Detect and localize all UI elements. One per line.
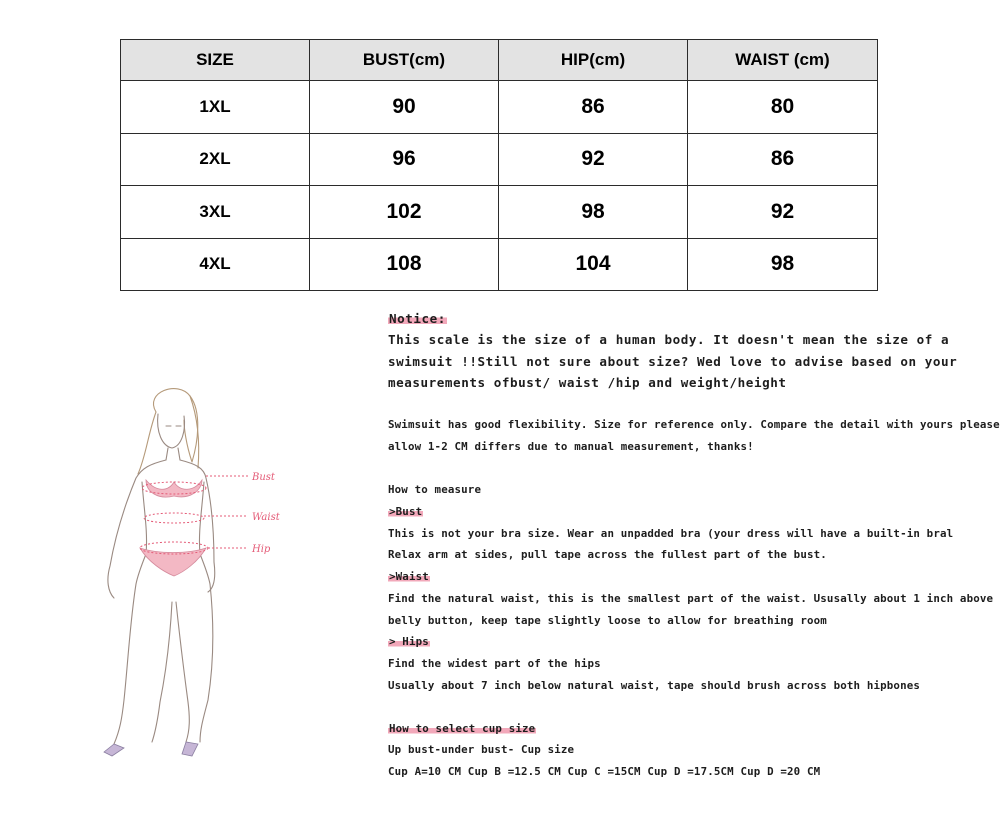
measurement-figure-illustration [86, 382, 296, 772]
hip-cell: 104 [499, 238, 688, 291]
header-size: SIZE [121, 40, 310, 81]
bust-cell: 108 [310, 238, 499, 291]
waist-cell: 92 [688, 186, 878, 239]
bust-line: Relax arm at sides, pull tape across the fullest part of the bust. [388, 548, 827, 561]
flexibility-line: allow 1-2 CM differs due to manual measurement, thanks! [388, 440, 754, 453]
waist-cell: 98 [688, 238, 878, 291]
bust-line: This is not your bra size. Wear an unpadded bra (your dress will have a built-in bral [388, 527, 954, 540]
notice-heading: Notice: [389, 311, 446, 326]
waist-cell: 86 [688, 133, 878, 186]
waist-line: belly button, keep tape slightly loose to allow for breathing room [388, 614, 827, 627]
notice-line: This scale is the size of a human body. It doesn't mean the size of a [388, 332, 950, 347]
header-hip: HIP(cm) [499, 40, 688, 81]
size-cell: 3XL [121, 186, 310, 239]
size-cell: 1XL [121, 81, 310, 134]
notice-line: swimsuit !!Still not sure about size? Wed love to advise based on your [388, 354, 958, 369]
size-cell: 4XL [121, 238, 310, 291]
waist-heading: >Waist [389, 570, 429, 583]
how-to-measure-heading: How to measure [388, 483, 482, 496]
bust-label: Bust [252, 472, 275, 483]
bust-cell: 102 [310, 186, 499, 239]
hips-line: Usually about 7 inch below natural waist, tape should brush across both hipbones [388, 679, 921, 692]
table-row [121, 238, 878, 291]
header-bust: BUST(cm) [310, 40, 499, 81]
table-row [121, 81, 878, 134]
hips-heading: > Hips [389, 635, 429, 648]
waist-cell: 80 [688, 81, 878, 134]
bust-heading: >Bust [389, 505, 423, 518]
hips-line: Find the widest part of the hips [388, 657, 601, 670]
hip-cell: 98 [499, 186, 688, 239]
bust-cell: 96 [310, 133, 499, 186]
waist-label: Waist [252, 512, 280, 523]
hip-cell: 86 [499, 81, 688, 134]
cup-size-line: Cup A=10 CM Cup B =12.5 CM Cup C =15CM Cup D =17.5CM Cup D =20 CM [388, 765, 821, 778]
table-row [121, 186, 878, 239]
table-header-row [121, 40, 878, 81]
size-cell: 2XL [121, 133, 310, 186]
waist-line: Find the natural waist, this is the smallest part of the waist. Ususally about 1 inch above [388, 592, 994, 605]
notice-line: measurements ofbust/ waist /hip and weight/height [388, 375, 787, 390]
hip-label: Hip [252, 544, 271, 555]
size-chart-table [120, 39, 878, 291]
header-waist: WAIST (cm) [688, 40, 878, 81]
hip-cell: 92 [499, 133, 688, 186]
table-row [121, 133, 878, 186]
bust-cell: 90 [310, 81, 499, 134]
cup-size-line: Up bust-under bust- Cup size [388, 743, 575, 756]
cup-size-heading: How to select cup size [389, 722, 536, 735]
flexibility-line: Swimsuit has good flexibility. Size for reference only. Compare the detail with yours please [388, 418, 1000, 431]
